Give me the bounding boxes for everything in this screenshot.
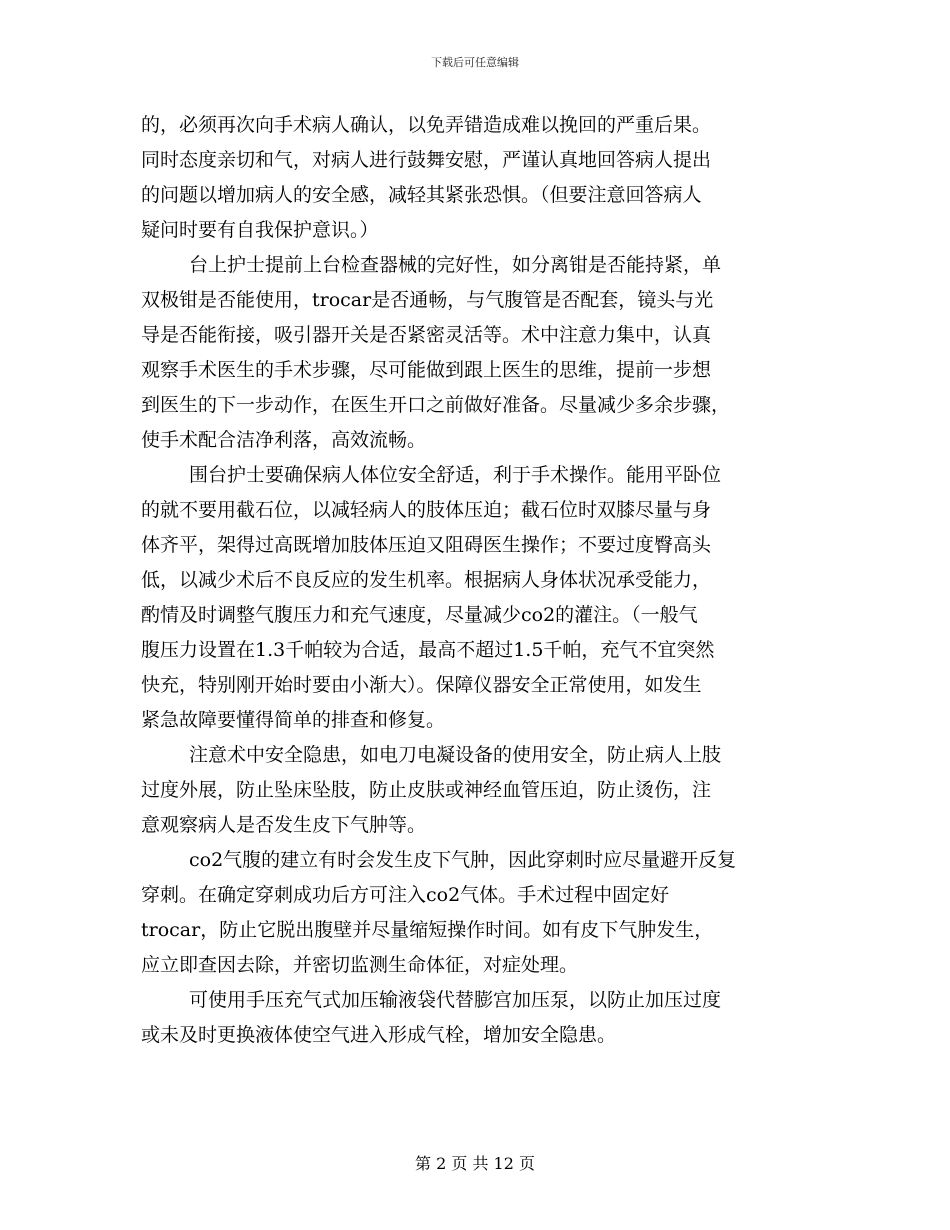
text-line: 应立即查因去除，并密切监测生命体征，对症处理。 <box>141 954 579 976</box>
text-line: 穿刺。在确定穿刺成功后方可注入co2气体。手术过程中固定好 <box>141 884 670 906</box>
text-line: 体齐平，架得过高既增加肢体压迫又阻碍医生操作；不要过度臀高头 <box>141 534 712 556</box>
text-line: 过度外展，防止坠床坠肢，防止皮肤或神经血管压迫，防止烫伤，注 <box>141 779 712 801</box>
text-line: 的就不要用截石位，以减轻病人的肢体压迫；截石位时双膝尽量与身 <box>141 499 712 521</box>
text-line: 使手术配合洁净利落，高效流畅。 <box>141 429 427 451</box>
text-line: 意观察病人是否发生皮下气肿等。 <box>141 814 427 836</box>
text-line: 的问题以增加病人的安全感，减轻其紧张恐惧。（但要注意回答病人 <box>141 184 702 206</box>
page-header: 下载后可任意编辑 <box>431 56 519 69</box>
paragraph-first-line: 注意术中安全隐患，如电刀电凝设备的使用安全，防止病人上肢 <box>189 744 722 766</box>
text-line: 双极钳是否能使用，trocar是否通畅，与气腹管是否配套，镜头与光 <box>141 289 714 311</box>
text-line: 酌情及时调整气腹压力和充气速度，尽量减少co2的灌注。（一般气 <box>141 604 698 626</box>
text-line: 快充，特别刚开始时要由小渐大）。保障仪器安全正常使用，如发生 <box>141 674 702 696</box>
text-line: 的，必须再次向手术病人确认，以免弄错造成难以挽回的严重后果。 <box>141 114 712 136</box>
text-line: 紧急故障要懂得简单的排查和修复。 <box>141 709 446 731</box>
paragraph-first-line: co2气腹的建立有时会发生皮下气肿，因此穿刺时应尽量避开反复 <box>189 849 737 871</box>
text-line: trocar，防止它脱出腹壁并尽量缩短操作时间。如有皮下气肿发生， <box>141 919 714 941</box>
text-line: 观察手术医生的手术步骤，尽可能做到跟上医生的思维，提前一步想 <box>141 359 712 381</box>
paragraph-first-line: 台上护士提前上台检查器械的完好性，如分离钳是否能持紧，单 <box>189 254 722 276</box>
body-text <box>141 108 813 1053</box>
text-line: 低，以减少术后不良反应的发生机率。根据病人身体状况承受能力， <box>141 569 712 591</box>
paragraph-first-line: 可使用手压充气式加压输液袋代替膨宫加压泵，以防止加压过度 <box>189 989 722 1011</box>
text-line: 疑问时要有自我保护意识。） <box>141 219 379 241</box>
text-line: 腹压力设置在1.3千帕较为合适，最高不超过1.5千帕，充气不宜突然 <box>141 639 715 661</box>
text-line: 同时态度亲切和气，对病人进行鼓舞安慰，严谨认真地回答病人提出 <box>141 149 712 171</box>
page-number-footer: 第 2 页 共 12 页 <box>415 1154 535 1173</box>
text-line: 或未及时更换液体使空气进入形成气栓，增加安全隐患。 <box>141 1024 617 1046</box>
text-line: 到医生的下一步动作，在医生开口之前做好准备。尽量减少多余步骤， <box>141 394 731 416</box>
paragraph-first-line: 围台护士要确保病人体位安全舒适，利于手术操作。能用平卧位 <box>189 464 722 486</box>
text-line: 导是否能衔接，吸引器开关是否紧密灵活等。术中注意力集中，认真 <box>141 324 712 346</box>
